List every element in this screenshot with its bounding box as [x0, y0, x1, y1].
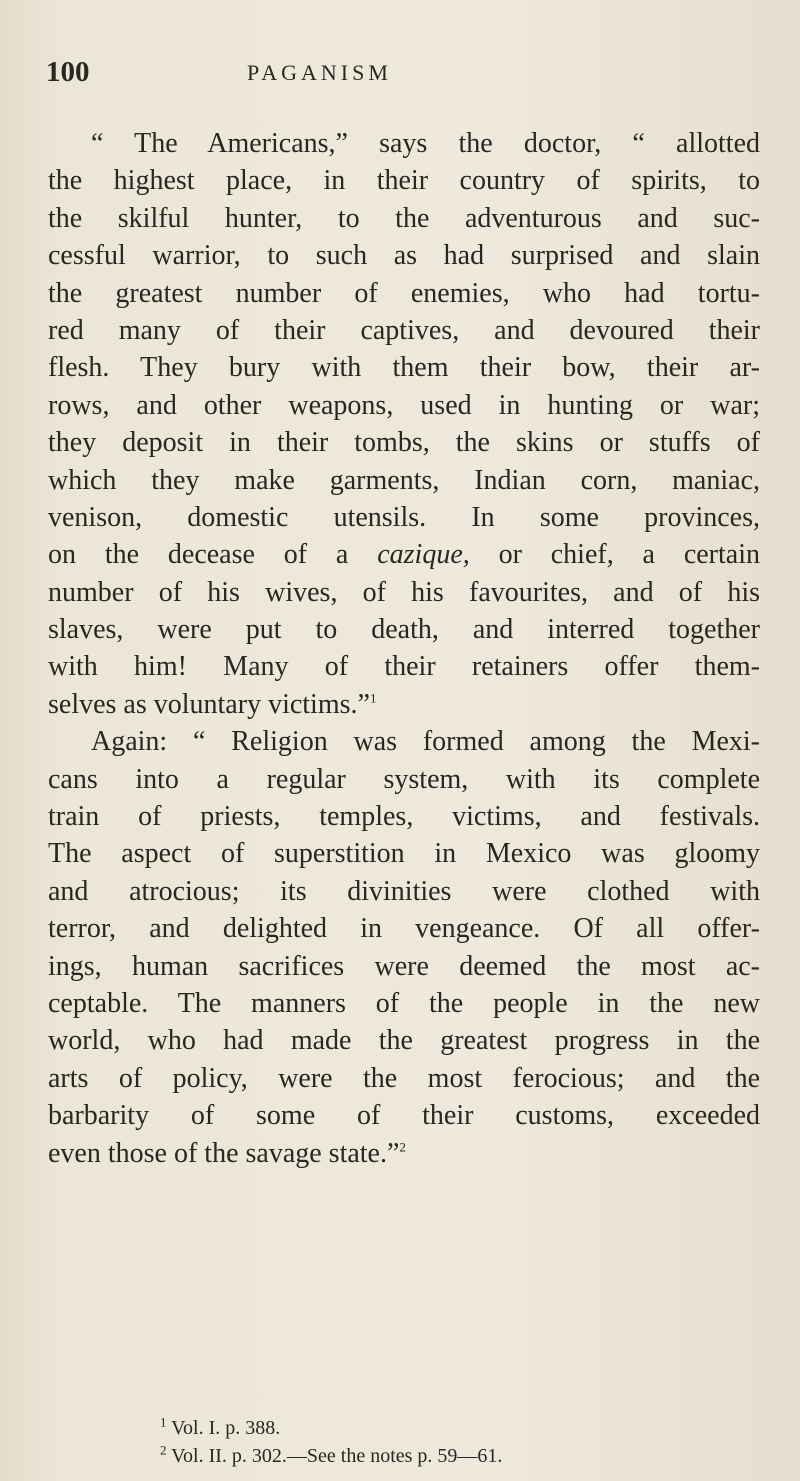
- text-line-with-note: [48, 686, 760, 723]
- text-line: they deposit in their tombs, the skins or stuffs of: [48, 427, 760, 459]
- text-fragment: on the decease of a: [48, 539, 378, 571]
- text-line: barbarity of some of their customs, exceeded: [48, 1100, 760, 1132]
- text-line: red many of their captives, and devoured their: [48, 314, 760, 346]
- text-line-with-note: [48, 1135, 760, 1172]
- text-line: terror, and delighted in vengeance. Of all offer-: [48, 913, 760, 945]
- footnote-text: Vol. II. p. 302.—See the notes p. 59—61.: [171, 1445, 503, 1467]
- running-head: PAGANISM: [247, 60, 392, 85]
- text-line: and atrocious; its divinities were clothed with: [48, 875, 760, 907]
- footnote-ref: 2: [399, 1139, 406, 1155]
- text-fragment: selves as voluntary victims.”: [48, 688, 370, 720]
- text-line: train of priests, temples, victims, and festivals.: [48, 801, 760, 833]
- text-fragment: or chief, a certain: [469, 539, 760, 571]
- footnote-text: Vol. I. p. 388.: [171, 1417, 281, 1439]
- text-line: rows, and other weapons, used in hunting or war;: [48, 389, 760, 421]
- text-line: Again: “ Religion was formed among the Mexi-: [91, 726, 760, 758]
- body-text: [48, 125, 760, 1172]
- text-line: “ The Americans,” says the doctor, “ allotted: [91, 128, 760, 159]
- footnote: [160, 1414, 760, 1442]
- text-line: cessful warrior, to such as had surprised and slain: [48, 240, 760, 272]
- italic-word: cazique,: [377, 539, 470, 571]
- text-line: which they make garments, Indian corn, maniac,: [48, 464, 760, 496]
- text-line: slaves, were put to death, and interred together: [48, 614, 760, 646]
- text-line: the highest place, in their country of spirits, to: [48, 165, 760, 197]
- text-line: flesh. They bury with them their bow, their ar-: [48, 352, 760, 384]
- footnote-mark: 2: [160, 1442, 167, 1458]
- page-header: [46, 56, 746, 96]
- text-line: the greatest number of enemies, who had tortu-: [48, 277, 760, 309]
- text-line-cazique: [48, 536, 760, 573]
- page-number: 100: [46, 56, 90, 88]
- text-fragment: even those of the savage state.”: [48, 1137, 400, 1169]
- text-line: venison, domestic utensils. In some provinces,: [48, 501, 760, 533]
- text-line: The aspect of superstition in Mexico was gloomy: [48, 838, 760, 870]
- text-line: ceptable. The manners of the people in the new: [48, 987, 760, 1019]
- text-line: world, who had made the greatest progress in the: [48, 1025, 760, 1057]
- text-line: the skilful hunter, to the adventurous and suc-: [48, 202, 760, 234]
- text-line: arts of policy, were the most ferocious; and the: [48, 1062, 760, 1094]
- text-line: cans into a regular system, with its complete: [48, 763, 760, 795]
- text-line: with him! Many of their retainers offer them-: [48, 651, 760, 683]
- text-line: ings, human sacrifices were deemed the most ac-: [48, 950, 760, 982]
- footnote-ref: 1: [369, 690, 377, 706]
- footnote: [160, 1442, 760, 1470]
- footnote-mark: 1: [160, 1414, 167, 1430]
- text-line: number of his wives, of his favourites, and of his: [48, 576, 760, 608]
- footnotes: [160, 1414, 760, 1470]
